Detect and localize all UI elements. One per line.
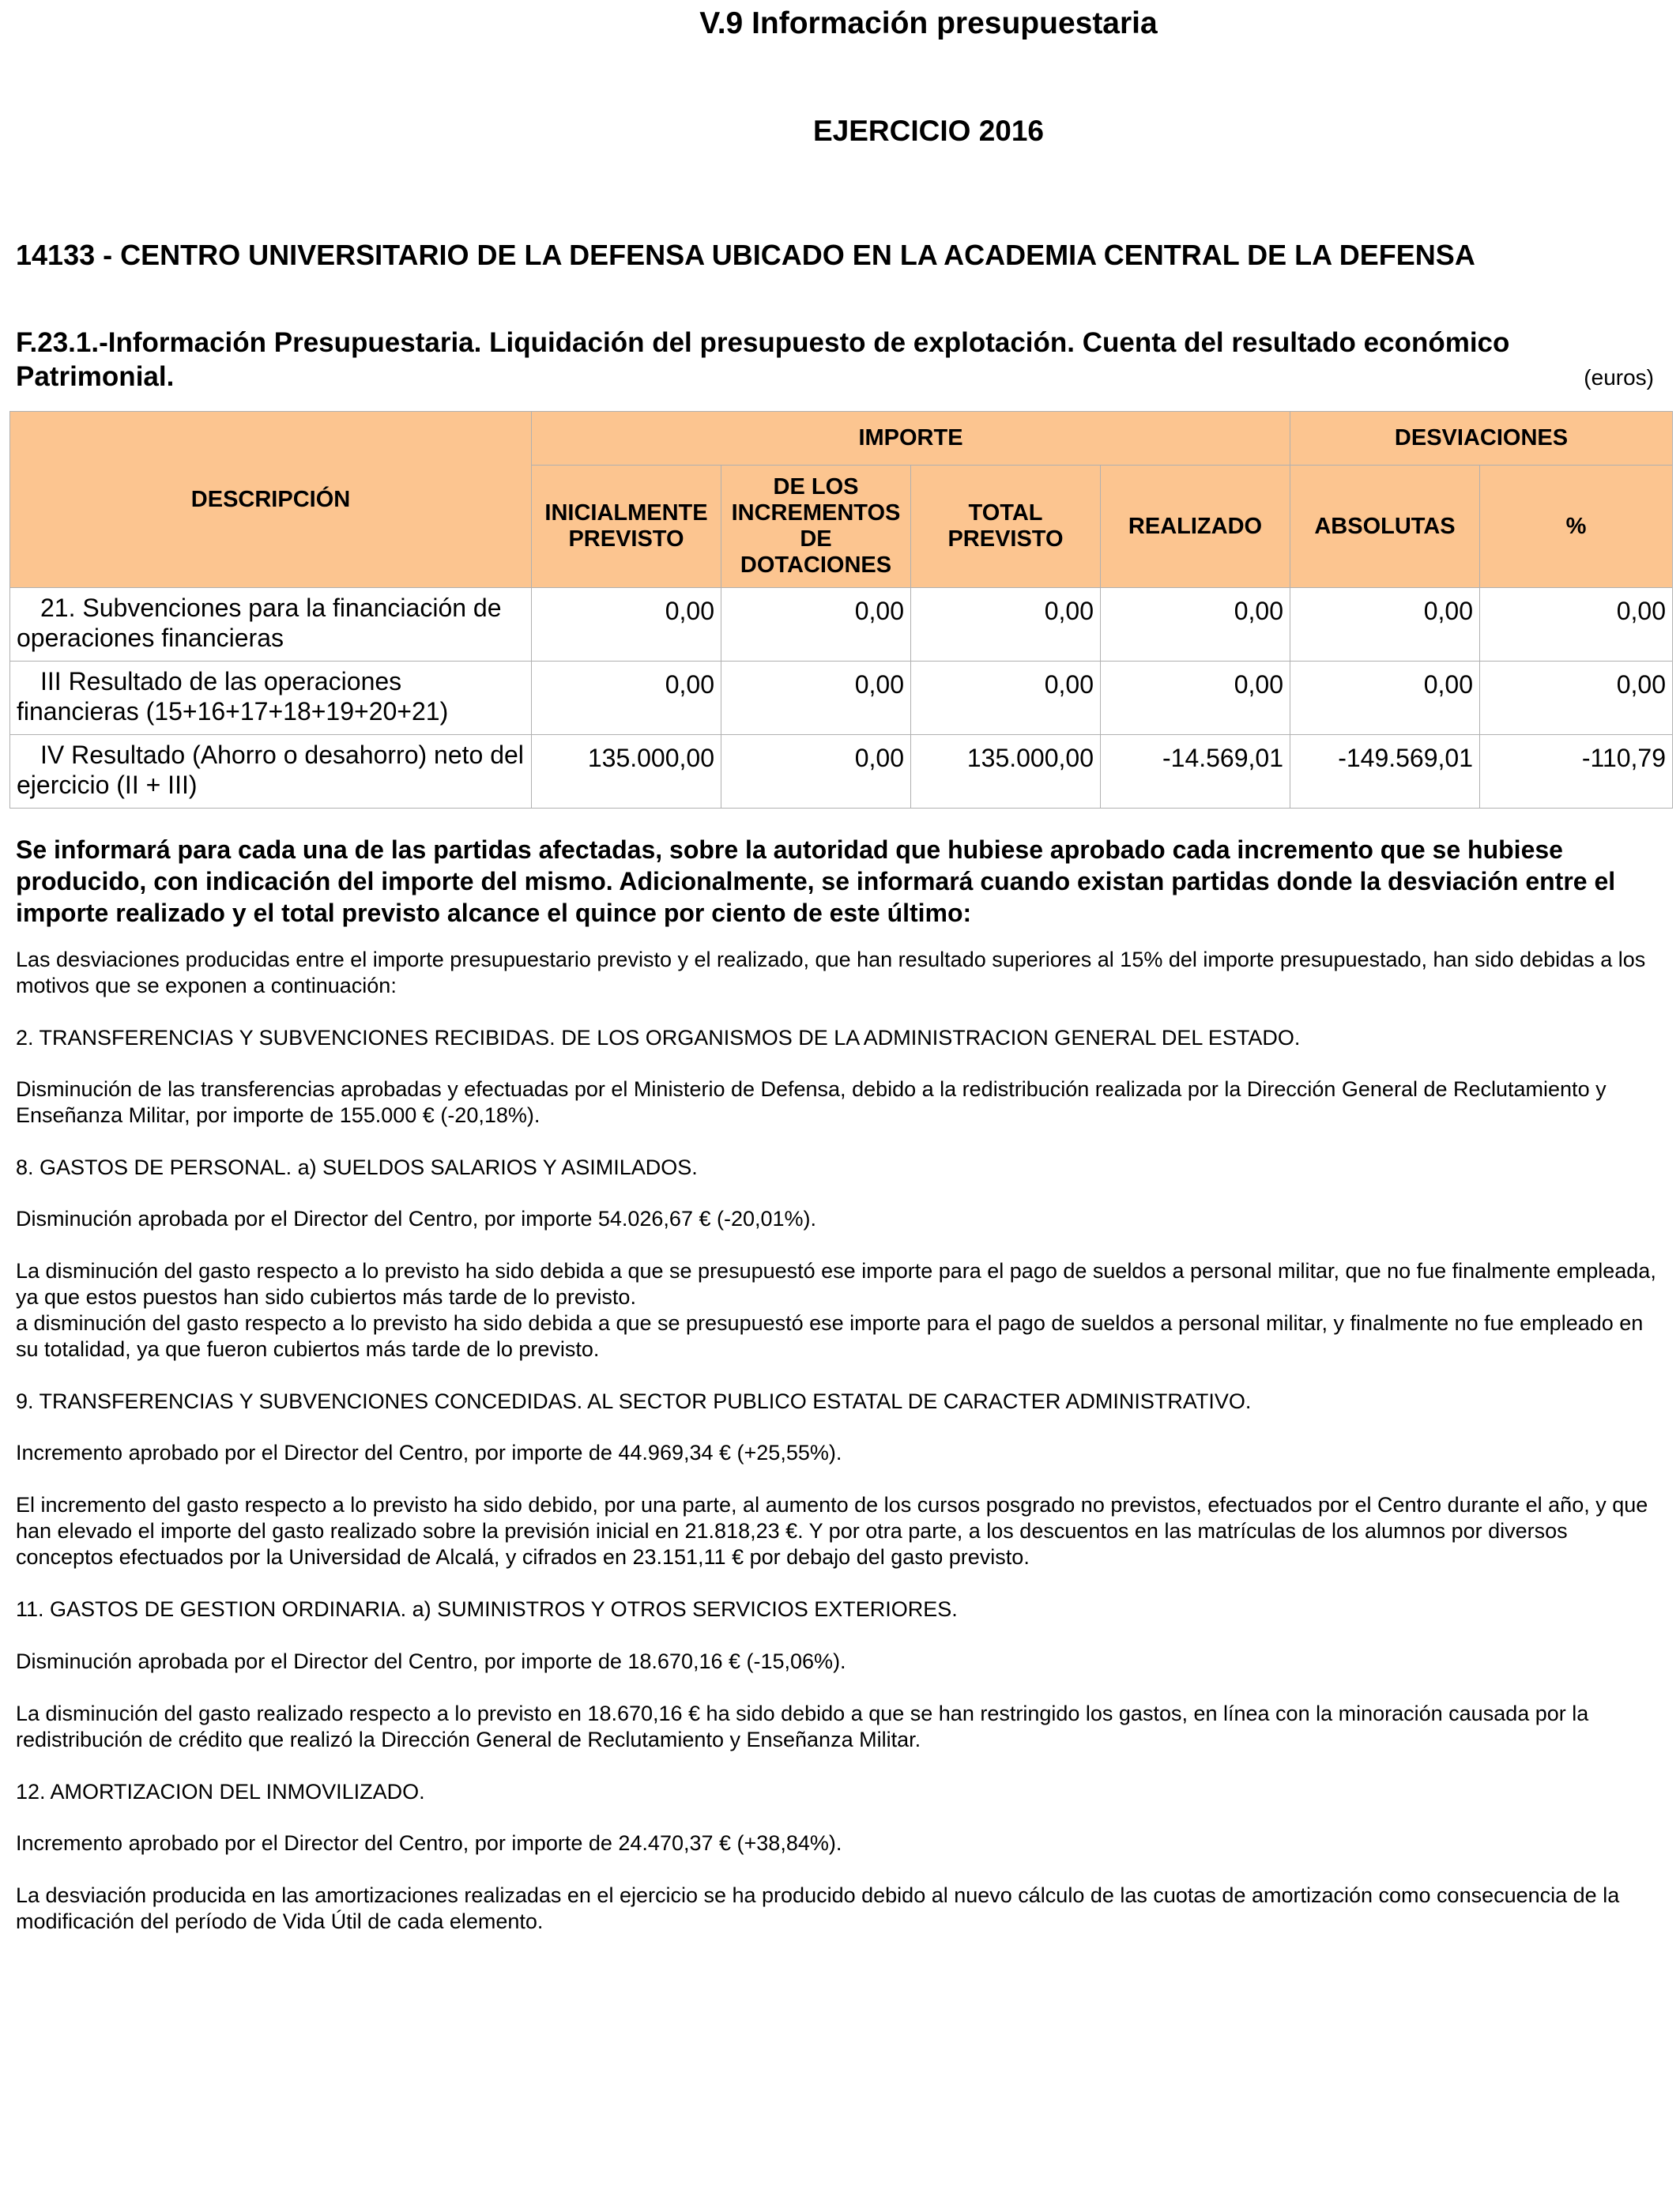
table-row bbox=[10, 662, 1673, 735]
paragraph-transferencias: Disminución de las transferencias aprobadas y efectuadas por el Ministerio de Defensa, debido a la redistribución realizada por la Dirección General de Reclutamiento y Enseñanza Militar, por importe de 155.000 € (-20,18%). bbox=[16, 1077, 1607, 1127]
paragraph-gastos-gestion: Disminución aprobada por el Director del Centro, por importe de 18.670,16 € (-15,06%). bbox=[16, 1649, 846, 1673]
header-porcentaje: % bbox=[1480, 466, 1673, 588]
header-realizado: REALIZADO bbox=[1101, 466, 1290, 588]
budget-table bbox=[9, 411, 1673, 809]
paragraph-amortizacion: Incremento aprobado por el Director del Centro, por importe de 24.470,37 € (+38,84%). bbox=[16, 1831, 842, 1855]
cell-porcentaje: 0,00 bbox=[1480, 588, 1673, 662]
cell-inicial: 0,00 bbox=[532, 588, 721, 662]
heading-amortizacion: 12. AMORTIZACION DEL INMOVILIZADO. bbox=[16, 1780, 425, 1804]
entity-name: 14133 - CENTRO UNIVERSITARIO DE LA DEFENSA UBICADO EN LA ACADEMIA CENTRAL DE LA DEFENSA bbox=[16, 239, 1475, 271]
cell-total: 0,00 bbox=[911, 588, 1101, 662]
row-description: 21. Subvenciones para la financiación de operaciones financieras bbox=[10, 588, 532, 662]
header-desviaciones: DESVIACIONES bbox=[1290, 412, 1673, 466]
heading-transferencias-concedidas: 9. TRANSFERENCIAS Y SUBVENCIONES CONCEDIDAS. AL SECTOR PUBLICO ESTATAL DE CARACTER ADMINISTRATIVO. bbox=[16, 1389, 1252, 1413]
heading-gastos-gestion: 11. GASTOS DE GESTION ORDINARIA. a) SUMINISTROS Y OTROS SERVICIOS EXTERIORES. bbox=[16, 1597, 958, 1621]
paragraph-transferencias-concedidas: Incremento aprobado por el Director del Centro, por importe de 44.969,34 € (+25,55%). bbox=[16, 1441, 842, 1465]
units-label: (euros) bbox=[1584, 365, 1654, 390]
cell-incrementos: 0,00 bbox=[721, 662, 911, 735]
cell-absolutas: -149.569,01 bbox=[1290, 735, 1480, 809]
header-total-previsto: TOTAL PREVISTO bbox=[911, 466, 1101, 588]
cell-incrementos: 0,00 bbox=[721, 735, 911, 809]
row-description: III Resultado de las operaciones financieras (15+16+17+18+19+20+21) bbox=[10, 662, 532, 735]
cell-realizado: -14.569,01 bbox=[1101, 735, 1290, 809]
heading-gastos-personal: 8. GASTOS DE PERSONAL. a) SUELDOS SALARIOS Y ASIMILADOS. bbox=[16, 1155, 698, 1179]
cell-total: 0,00 bbox=[911, 662, 1101, 735]
header-importe: IMPORTE bbox=[532, 412, 1290, 466]
exercise-year: EJERCICIO 2016 bbox=[812, 115, 1045, 147]
paragraph-personal-detail-a: La disminución del gasto respecto a lo previsto ha sido debida a que se presupuestó ese importe para el pago de sueldos a personal militar, que no fue finalmente empleada, ya que estos puestos han sido cubiertos más tarde de lo previsto. bbox=[16, 1259, 1656, 1309]
heading-transferencias-recibidas: 2. TRANSFERENCIAS Y SUBVENCIONES RECIBIDAS. DE LOS ORGANISMOS DE LA ADMINISTRACION GENERAL DEL ESTADO. bbox=[16, 1026, 1301, 1050]
page-title: V.9 Información presupuestaria bbox=[699, 6, 1158, 40]
table-row bbox=[10, 735, 1673, 809]
paragraph-incremento-detail: El incremento del gasto respecto a lo previsto ha sido debido, por una parte, al aumento de los cursos posgrado no previstos, efectuados por el Centro durante el año, y que han elevado el importe del gasto realizado sobre la previsión inicial en 21.818,23 €. Y por otra parte, a los descuentos en las matrículas de los alumnos por diversos conceptos efectuados por la Universidad de Alcalá, y cifrados en 23.151,11 € por debajo del gasto previsto. bbox=[16, 1493, 1648, 1569]
header-incrementos: DE LOS INCREMENTOS DE DOTACIONES bbox=[721, 466, 911, 588]
paragraph-personal-detail-b: a disminución del gasto respecto a lo previsto ha sido debida a que se presupuestó ese importe para el pago de sueldos a personal militar, y finalmente no fue empleado en su totalidad, ya que fueron cubiertos más tarde de lo previsto. bbox=[16, 1311, 1644, 1361]
cell-inicial: 135.000,00 bbox=[532, 735, 721, 809]
cell-absolutas: 0,00 bbox=[1290, 662, 1480, 735]
cell-porcentaje: -110,79 bbox=[1480, 735, 1673, 809]
header-descripcion: DESCRIPCIÓN bbox=[10, 412, 532, 588]
cell-incrementos: 0,00 bbox=[721, 588, 911, 662]
cell-realizado: 0,00 bbox=[1101, 662, 1290, 735]
table-row bbox=[10, 588, 1673, 662]
section-title: F.23.1.-Información Presupuestaria. Liquidación del presupuesto de explotación. Cuenta del resultado económico Patrimonial. bbox=[16, 327, 1510, 392]
paragraph-intro: Las desviaciones producidas entre el importe presupuestario previsto y el realizado, que han resultado superiores al 15% del importe presupuestado, han sido debidas a los motivos que se exponen a continuación: bbox=[16, 948, 1646, 997]
instruction-note: Se informará para cada una de las partidas afectadas, sobre la autoridad que hubiese aprobado cada incremento que se hubiese producido, con indicación del importe del mismo. Adicionalmente, se informará cuando existan partidas donde la desviación entre el importe realizado y el total previsto alcance el quince por ciento de este último: bbox=[16, 835, 1616, 927]
paragraph-amortizacion-detail: La desviación producida en las amortizaciones realizadas en el ejercicio se ha producido debido al nuevo cálculo de las cuotas de amortización como consecuencia de la modificación del período de Vida Útil de cada elemento. bbox=[16, 1883, 1620, 1933]
paragraph-gastos-personal: Disminución aprobada por el Director del Centro, por importe 54.026,67 € (-20,01%). bbox=[16, 1207, 817, 1231]
cell-realizado: 0,00 bbox=[1101, 588, 1290, 662]
header-inicialmente-previsto: INICIALMENTE PREVISTO bbox=[532, 466, 721, 588]
paragraph-gestion-detail: La disminución del gasto realizado respecto a lo previsto en 18.670,16 € ha sido debido a que se han restringido los gastos, en línea con la minoración causada por la redistribución de crédito que realizó la Dirección General de Reclutamiento y Enseñanza Militar. bbox=[16, 1702, 1589, 1751]
cell-inicial: 0,00 bbox=[532, 662, 721, 735]
header-absolutas: ABSOLUTAS bbox=[1290, 466, 1480, 588]
row-description: IV Resultado (Ahorro o desahorro) neto del ejercicio (II + III) bbox=[10, 735, 532, 809]
cell-total: 135.000,00 bbox=[911, 735, 1101, 809]
cell-absolutas: 0,00 bbox=[1290, 588, 1480, 662]
cell-porcentaje: 0,00 bbox=[1480, 662, 1673, 735]
